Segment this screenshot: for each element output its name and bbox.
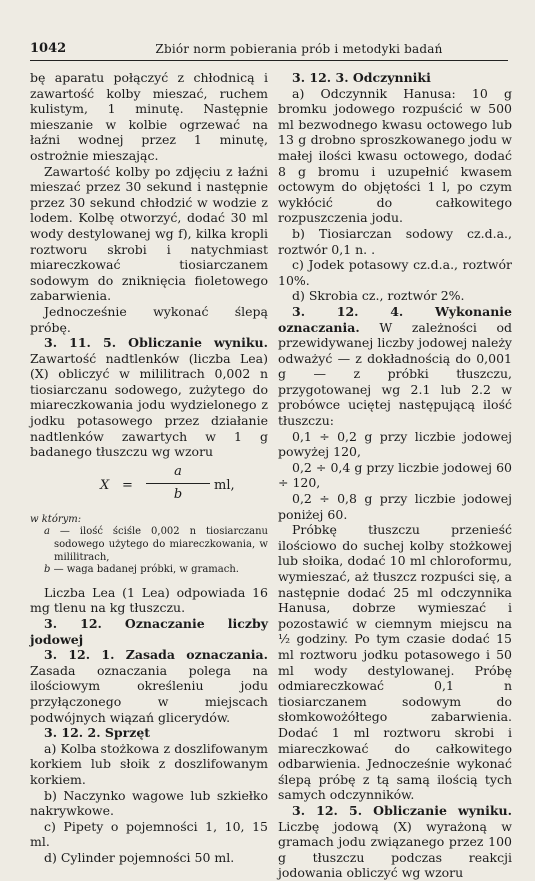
list-item: b) Tiosiarczan sodowy cz.d.a., roztwór 0,1 n. . bbox=[278, 225, 512, 257]
fraction-bar bbox=[146, 483, 210, 484]
section-heading-3-12: 3. 12. Oznaczanie liczby jodowej bbox=[30, 616, 268, 647]
formula-numerator: a bbox=[174, 463, 182, 479]
section-3-12-1 bbox=[30, 647, 268, 725]
formula-legend bbox=[30, 514, 268, 577]
section-heading: 3. 11. 5. Obliczanie wyniku. bbox=[44, 335, 268, 351]
left-column bbox=[30, 70, 268, 866]
list-item: d) Skrobia cz., roztwór 2%. bbox=[292, 288, 465, 304]
formula-denominator: b bbox=[173, 486, 183, 502]
formula bbox=[30, 464, 268, 510]
right-column bbox=[278, 70, 512, 881]
formula-lhs: X bbox=[100, 477, 110, 493]
list-item: a) Odczynnik Hanusa: 10 g bromku jodowego rozpuścić w 500 ml bezwodnego kwasu octowego lub 13 g drobno sproszkowanego jodu w małej ilości kwasu octowego, dodać 8 g bromu i uzupełnić kwasem octowym do objętości 1 l, po czym wykłócić do całkowitego rozpuszczenia jodu. bbox=[278, 85, 512, 226]
formula-equals: = bbox=[122, 477, 133, 493]
section-heading: 3. 12. 4. Wykonanie oznaczania. bbox=[278, 303, 512, 335]
legend-text: — waga badanej próbki, w gramach. bbox=[50, 564, 239, 576]
formula-unit: ml, bbox=[214, 477, 235, 493]
paragraph: Liczba Lea (1 Lea) odpowiada 16 mg tlenu na kg tłuszczu. bbox=[30, 584, 268, 616]
section-heading: 3. 12. 1. Zasada oznaczania. bbox=[44, 647, 268, 663]
section-heading-3-12-2: 3. 12. 2. Sprzęt bbox=[44, 725, 151, 741]
list-item: c) Pipety o pojemności 1, 10, 15 ml. bbox=[30, 818, 268, 850]
legend-item-b bbox=[44, 564, 268, 577]
section-3-12-4 bbox=[278, 304, 512, 429]
section-text: Liczbę jodową (X) wyrażoną w gramach jodu związanego przez 100 g tłuszczu podczas reakcji jodowania obliczyć wg wzoru bbox=[278, 818, 512, 881]
section-text: Zawartość nadtlenków (liczba Lea) (X) obliczyć w mililitrach 0,002 n tiosiarczanu sodowego, zużytego do miareczkowania jodu wydzielonego z jodku potasowego przez działanie nadtlenków zawartych w 1 g badanego tłuszczu wg wzoru bbox=[30, 350, 268, 460]
legend-text: — ilość ściśle 0,002 n tiosiarczanu sodowego użytego do miareczkowania, w mililitrach, bbox=[49, 526, 268, 563]
list-item: 0,2 ÷ 0,4 g przy liczbie jodowej 60 ÷ 120, bbox=[278, 459, 512, 491]
paragraph: Próbkę tłuszczu przenieść ilościowo do suchej kolby stożkowej lub słoika, dodać 10 ml chloroformu, wymieszać, aż tłuszcz rozpuści się, a następnie dodać 25 ml odczynnika Hanusa, dobrze wymieszać i pozostawić w ciemnym miejscu na ½ godziny. Po tym czasie dodać 15 ml roztworu jodku potasowego i 50 ml wody destylowanej. Próbę odmiareczkować 0,1 n tiosiarczanem sodowym do słomkowożółtego zabarwienia. Dodać 1 ml roztworu skrobi i miareczkować do całkowitego odbarwienia. Jednocześnie wykonać ślepą próbę z tą samą ilością tych samych odczynników. bbox=[278, 522, 512, 803]
list-item: a) Kolba stożkowa z doszlifowanym korkiem lub słoik z doszlifowanym korkiem. bbox=[30, 740, 268, 787]
legend-symbol: a bbox=[44, 526, 50, 538]
page-header bbox=[30, 38, 508, 61]
section-text: Zasada oznaczania polega na ilościowym określeniu jodu przyłączonego w miejscach podwójnych wiązań glicerydów. bbox=[30, 662, 268, 725]
section-3-11-5 bbox=[30, 335, 268, 460]
section-text: W zależności od przewidywanej liczby jodowej należy odważyć — z dokładnością do 0,001 g — z próbki tłuszczu, przygotowanej wg 2.1 lub 2.2 w probówce uciętej następującą ilość tłuszczu: bbox=[278, 319, 512, 429]
section-3-12-5 bbox=[278, 803, 512, 881]
legend-item-a bbox=[44, 526, 268, 564]
legend-symbol: b bbox=[44, 564, 51, 576]
list-item: c) Jodek potasowy cz.d.a., roztwór 10%. bbox=[278, 257, 512, 288]
list-item: d) Cylinder pojemności 50 ml. bbox=[44, 849, 235, 865]
paragraph: bę aparatu połączyć z chłodnicą i zawartość kolby mieszać, ruchem kulistym, 1 minutę. Następnie mieszanie w kolbie ogrzewać na łaźni wodnej przez 1 minutę, ostrożnie mieszając. bbox=[30, 70, 268, 163]
running-title: Zbiór norm pobierania prób i metodyki badań bbox=[155, 42, 443, 56]
paragraph: Zawartość kolby po zdjęciu z łaźni mieszać przez 30 sekund i następnie przez 30 sekund chłodzić w wodzie z lodem. Kolbę otworzyć, dodać 30 ml wody destylowanej wg f), kilka kropli roztworu skrobi i natychmiast miareczkować tiosiarczanem sodowym do zniknięcia fioletowego zabarwienia. bbox=[30, 163, 268, 304]
list-item: 0,1 ÷ 0,2 g przy liczbie jodowej powyżej 120, bbox=[278, 428, 512, 460]
page-number: 1042 bbox=[30, 41, 67, 56]
section-heading: 3. 12. 5. Obliczanie wyniku. bbox=[292, 802, 512, 818]
list-item: b) Naczynko wagowe lub szkiełko nakrywkowe. bbox=[30, 787, 268, 819]
paragraph: Jednocześnie wykonać ślepą próbę. bbox=[30, 303, 268, 335]
section-heading-3-12-3: 3. 12. 3. Odczynniki bbox=[292, 70, 431, 85]
list-item: 0,2 ÷ 0,8 g przy liczbie jodowej poniżej 60. bbox=[278, 491, 512, 522]
legend-intro: w którym: bbox=[30, 513, 82, 525]
